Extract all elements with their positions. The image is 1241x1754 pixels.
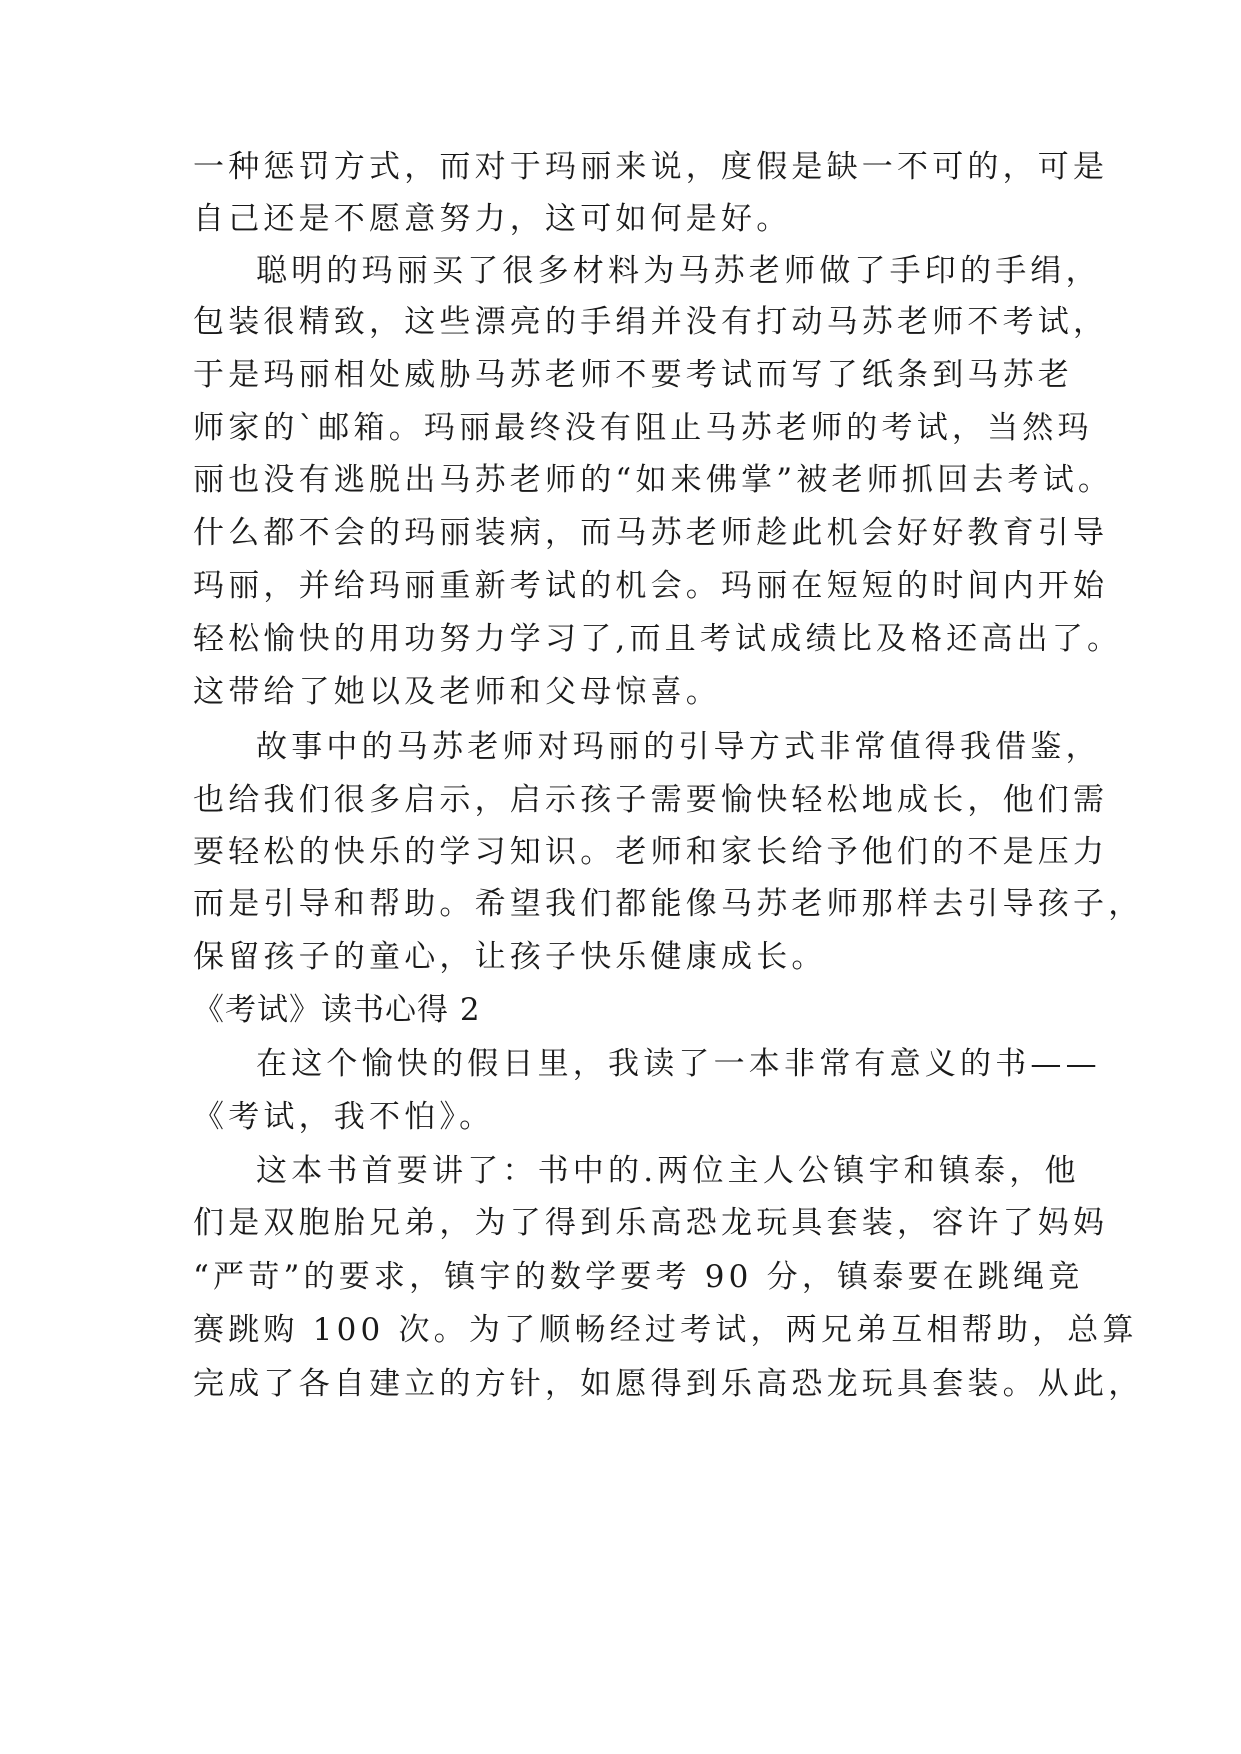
text-line: 《考试，我不怕》。 [193,1099,495,1135]
text-line: 一种惩罚方式，而对于玛丽来说，度假是缺一不可的，可是 [193,149,1109,185]
text-line: 这带给了她以及老师和父母惊喜。 [193,674,721,710]
text-line: 也给我们很多启示，启示孩子需要愉快轻松地成长，他们需 [193,782,1109,818]
text-line: “严苛”的要求，镇宇的数学要考 90 分，镇泰要在跳绳竞 [193,1259,1084,1295]
text-line: 丽也没有逃脱出马苏老师的“如来佛掌”被老师抓回去考试。 [193,462,1114,498]
text-line: 自己还是不愿意努力，这可如何是好。 [193,201,792,237]
text-line: 玛丽，并给玛丽重新考试的机会。玛丽在短短的时间内开始 [193,568,1109,604]
text-line: 这本书首要讲了：书中的.两位主人公镇宇和镇泰，他 [256,1153,1080,1189]
text-line: 完成了各自建立的方针，如愿得到乐高恐龙玩具套装。从此， [193,1366,1144,1402]
text-line: 赛跳购 100 次。为了顺畅经过考试，两兄弟互相帮助，总算 [193,1312,1138,1348]
text-line: 轻松愉快的用功努力学习了,而且考试成绩比及格还高出了。 [193,621,1123,657]
text-line: 聪明的玛丽买了很多材料为马苏老师做了手印的手绢， [256,253,1101,289]
text-line: 在这个愉快的假日里，我读了一本非常有意义的书—— [256,1046,1101,1082]
text-line: 什么都不会的玛丽装病，而马苏老师趁此机会好好教育引导 [193,515,1109,551]
text-line: 们是双胞胎兄弟，为了得到乐高恐龙玩具套装，容许了妈妈 [193,1205,1109,1241]
text-line: 保留孩子的童心，让孩子快乐健康成长。 [193,939,827,975]
section-heading: 《考试》读书心得 2 [193,992,481,1028]
text-line: 于是玛丽相处威胁马苏老师不要考试而写了纸条到马苏老 [193,357,1073,393]
text-line: 要轻松的快乐的学习知识。老师和家长给予他们的不是压力 [193,834,1109,870]
text-line: 故事中的马苏老师对玛丽的引导方式非常值得我借鉴， [256,729,1101,765]
text-line: 而是引导和帮助。希望我们都能像马苏老师那样去引导孩子， [193,886,1144,922]
text-line: 师家的`邮箱。玛丽最终没有阻止马苏老师的考试，当然玛 [193,410,1093,446]
text-line: 包装很精致，这些漂亮的手绢并没有打动马苏老师不考试， [193,304,1109,340]
